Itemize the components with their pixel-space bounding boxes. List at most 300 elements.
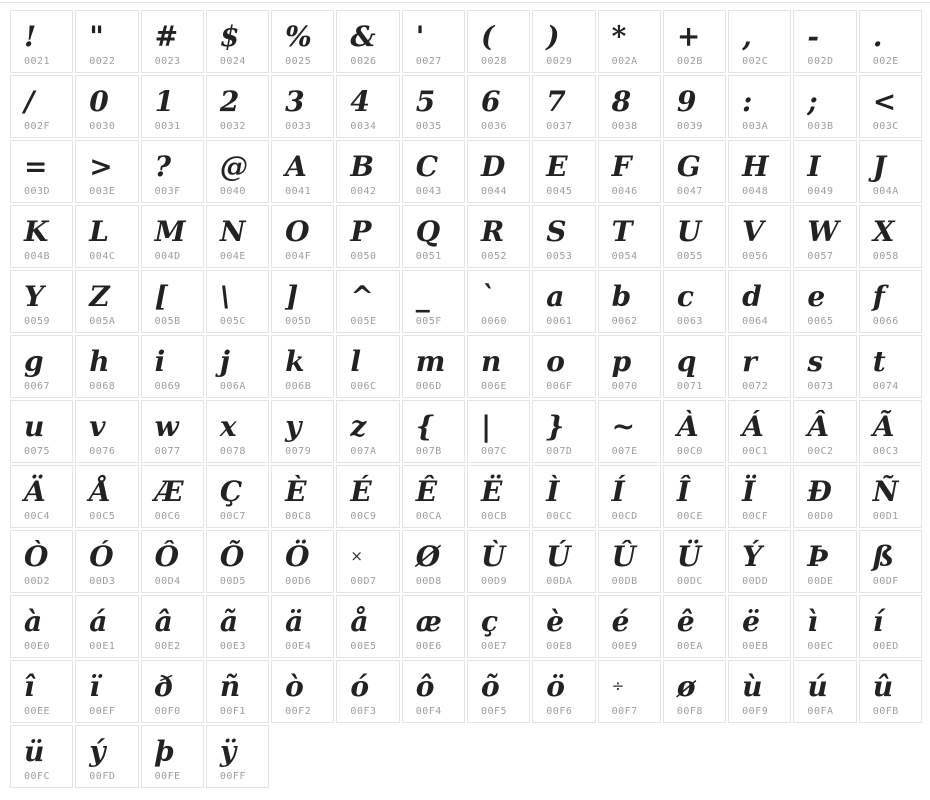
glyph-char: ë	[742, 604, 760, 638]
glyph-char: ÷	[611, 677, 625, 695]
glyph-char: Å	[89, 474, 112, 508]
glyph-char: ø	[676, 669, 696, 703]
glyph-char: ô	[415, 669, 435, 703]
glyph-cell	[532, 270, 595, 333]
glyph-cell	[10, 75, 73, 138]
glyph-code: 00DB	[611, 576, 638, 587]
glyph-char: 2	[219, 84, 240, 118]
glyph-cell	[467, 75, 530, 138]
glyph-code: 00F5	[480, 706, 508, 717]
glyph-char: é	[611, 604, 630, 638]
glyph-cell	[663, 595, 726, 658]
glyph-cell	[75, 335, 138, 398]
glyph-code: 006E	[480, 381, 508, 392]
glyph-char: Ò	[24, 539, 49, 573]
glyph-char: P	[350, 214, 372, 248]
glyph-char: Ï	[742, 474, 756, 508]
glyph-code: 004E	[219, 251, 246, 262]
glyph-cell	[467, 465, 530, 528]
glyph-char: p	[611, 344, 632, 378]
glyph-char: "	[89, 19, 104, 53]
glyph-code: 00F1	[219, 706, 246, 717]
glyph-cell	[663, 140, 726, 203]
glyph-code: 003B	[807, 121, 834, 132]
glyph-code: 00E1	[89, 641, 116, 652]
glyph-char: S	[546, 214, 567, 248]
glyph-code: 004F	[285, 251, 312, 262]
glyph-cell	[728, 75, 791, 138]
glyph-cell	[532, 75, 595, 138]
glyph-char: à	[24, 604, 43, 638]
glyph-code: 0033	[285, 121, 312, 132]
glyph-code: 00E2	[154, 641, 181, 652]
glyph-cell	[793, 75, 856, 138]
glyph-code: 00C9	[350, 511, 377, 522]
glyph-code: 0066	[872, 316, 899, 327]
glyph-char: g	[24, 344, 44, 378]
glyph-char: c	[676, 279, 694, 313]
glyph-cell	[271, 595, 334, 658]
glyph-cell	[402, 270, 465, 333]
glyph-code: 007C	[480, 446, 508, 457]
glyph-code: 0071	[676, 381, 703, 392]
glyph-char: 8	[611, 84, 632, 118]
glyph-code: 0076	[89, 446, 116, 457]
glyph-char: 7	[546, 84, 566, 118]
glyph-char: v	[89, 409, 106, 443]
glyph-code: 00E7	[480, 641, 508, 652]
glyph-char: V	[742, 214, 764, 248]
glyph-code: 0047	[676, 186, 703, 197]
glyph-char: O	[285, 214, 310, 248]
glyph-cell	[271, 140, 334, 203]
glyph-char: ý	[89, 734, 106, 768]
glyph-code: 00C3	[872, 446, 899, 457]
top-divider	[0, 2, 930, 3]
glyph-cell	[663, 335, 726, 398]
glyph-cell	[598, 400, 661, 463]
glyph-code: 00EE	[24, 706, 51, 717]
glyph-code: 0026	[350, 56, 377, 67]
glyph-code: 006B	[285, 381, 312, 392]
glyph-code: 00E9	[611, 641, 638, 652]
glyph-char: Z	[89, 279, 110, 313]
glyph-code: 00FA	[807, 706, 834, 717]
glyph-char: %	[285, 19, 312, 53]
glyph-char: Ã	[872, 409, 895, 443]
glyph-cell	[467, 660, 530, 723]
glyph-cell	[75, 205, 138, 268]
glyph-char: Ö	[285, 539, 310, 573]
glyph-char: Ú	[546, 539, 571, 573]
glyph-char: ü	[24, 734, 45, 768]
glyph-cell	[271, 10, 334, 73]
glyph-cell	[271, 530, 334, 593]
glyph-code: 0064	[742, 316, 769, 327]
glyph-code: 004D	[154, 251, 181, 262]
glyph-cell	[402, 530, 465, 593]
glyph-code: 0078	[219, 446, 246, 457]
glyph-code: 0050	[350, 251, 377, 262]
glyph-cell	[532, 530, 595, 593]
glyph-char: .	[872, 19, 883, 53]
glyph-char: {	[415, 409, 434, 443]
glyph-char: j	[219, 344, 230, 378]
glyph-code: 0055	[676, 251, 703, 262]
glyph-char: Í	[611, 474, 625, 508]
glyph-cell	[728, 400, 791, 463]
glyph-code: 0051	[415, 251, 442, 262]
glyph-char: Ü	[676, 539, 702, 573]
glyph-cell	[75, 75, 138, 138]
glyph-code: 0023	[154, 56, 181, 67]
glyph-cell	[336, 530, 399, 593]
glyph-cell	[141, 660, 204, 723]
glyph-char: n	[480, 344, 502, 378]
glyph-cell	[663, 660, 726, 723]
glyph-char: u	[24, 409, 45, 443]
glyph-char: ,	[742, 19, 752, 53]
glyph-cell	[663, 400, 726, 463]
glyph-code: 0054	[611, 251, 638, 262]
glyph-char: ó	[350, 669, 370, 703]
glyph-cell	[10, 595, 73, 658]
glyph-char: Û	[611, 539, 636, 573]
glyph-code: 00F7	[611, 706, 638, 717]
glyph-cell	[141, 400, 204, 463]
glyph-cell	[206, 75, 269, 138]
glyph-char: C	[415, 149, 438, 183]
glyph-cell	[793, 595, 856, 658]
glyph-code: 0024	[219, 56, 246, 67]
glyph-char: |	[480, 409, 492, 443]
glyph-code: 0074	[872, 381, 899, 392]
glyph-cell	[206, 335, 269, 398]
glyph-cell	[467, 595, 530, 658]
glyph-char: Ç	[219, 474, 243, 508]
glyph-cell	[467, 270, 530, 333]
glyph-cell	[532, 140, 595, 203]
glyph-cell	[336, 140, 399, 203]
glyph-cell	[532, 10, 595, 73]
glyph-char: d	[742, 279, 762, 313]
glyph-cell	[10, 400, 73, 463]
glyph-char: +	[676, 19, 701, 53]
glyph-char: Æ	[154, 474, 184, 508]
glyph-cell	[141, 205, 204, 268]
glyph-cell	[141, 270, 204, 333]
glyph-cell	[859, 140, 922, 203]
glyph-cell	[402, 140, 465, 203]
glyph-char: t	[872, 344, 886, 378]
glyph-code: 0060	[480, 316, 508, 327]
glyph-code: 0079	[285, 446, 312, 457]
glyph-char: L	[89, 214, 109, 248]
glyph-char: À	[676, 409, 699, 443]
glyph-code: 00D2	[24, 576, 51, 587]
glyph-cell	[598, 75, 661, 138]
glyph-code: 0077	[154, 446, 181, 457]
glyph-code: 0022	[89, 56, 116, 67]
glyph-cell	[793, 530, 856, 593]
glyph-char: ï	[89, 669, 100, 703]
glyph-code: 00E4	[285, 641, 312, 652]
glyph-char: B	[350, 149, 375, 183]
glyph-code: 00D5	[219, 576, 246, 587]
glyph-char: Ô	[154, 539, 179, 573]
glyph-code: 0030	[89, 121, 116, 132]
glyph-char: ì	[807, 604, 819, 638]
glyph-char: ã	[219, 604, 238, 638]
glyph-char: ×	[350, 547, 363, 565]
glyph-char: 1	[154, 84, 175, 118]
glyph-cell	[793, 10, 856, 73]
glyph-code: 002F	[24, 121, 51, 132]
glyph-char: ù	[742, 669, 763, 703]
glyph-code: 0073	[807, 381, 834, 392]
glyph-code: 0044	[480, 186, 508, 197]
glyph-char: 0	[89, 84, 109, 118]
glyph-cell	[206, 205, 269, 268]
glyph-cell	[859, 530, 922, 593]
character-map-grid	[10, 10, 922, 788]
glyph-char: æ	[415, 604, 442, 638]
glyph-char: Ø	[415, 539, 441, 573]
glyph-code: 0056	[742, 251, 769, 262]
glyph-char: á	[89, 604, 108, 638]
glyph-cell	[271, 660, 334, 723]
glyph-code: 00C7	[219, 511, 246, 522]
glyph-code: 0070	[611, 381, 638, 392]
glyph-char: E	[546, 149, 568, 183]
glyph-char: K	[24, 214, 49, 248]
glyph-code: 00D6	[285, 576, 312, 587]
glyph-cell	[206, 270, 269, 333]
glyph-cell	[402, 205, 465, 268]
glyph-code: 00CA	[415, 511, 442, 522]
glyph-char: è	[546, 604, 565, 638]
glyph-cell	[402, 660, 465, 723]
glyph-char: Ë	[480, 474, 503, 508]
glyph-cell	[10, 335, 73, 398]
glyph-char: Ñ	[872, 474, 899, 508]
glyph-char: Ì	[546, 474, 560, 508]
glyph-cell	[728, 10, 791, 73]
glyph-char: J	[872, 149, 886, 183]
glyph-code: 005D	[285, 316, 312, 327]
glyph-char: å	[350, 604, 369, 638]
glyph-cell	[206, 725, 269, 788]
glyph-cell	[859, 75, 922, 138]
glyph-code: 0057	[807, 251, 834, 262]
glyph-cell	[728, 530, 791, 593]
glyph-char: É	[350, 474, 372, 508]
glyph-cell	[859, 335, 922, 398]
glyph-cell	[663, 10, 726, 73]
glyph-char: i	[154, 344, 166, 378]
glyph-char: z	[350, 409, 367, 443]
glyph-cell	[859, 400, 922, 463]
glyph-char: k	[285, 344, 305, 378]
glyph-code: 00EF	[89, 706, 116, 717]
glyph-char: M	[154, 214, 186, 248]
glyph-char: ú	[807, 669, 828, 703]
glyph-cell	[75, 140, 138, 203]
glyph-code: 0029	[546, 56, 573, 67]
glyph-code: 004C	[89, 251, 116, 262]
glyph-char: ê	[676, 604, 695, 638]
glyph-char: ä	[285, 604, 304, 638]
glyph-code: 00EA	[676, 641, 703, 652]
glyph-char: Q	[415, 214, 441, 248]
glyph-cell	[467, 140, 530, 203]
glyph-code: 0046	[611, 186, 638, 197]
glyph-code: 005C	[219, 316, 246, 327]
glyph-char: Õ	[219, 539, 245, 573]
glyph-char: Ù	[480, 539, 506, 573]
glyph-cell	[402, 595, 465, 658]
glyph-code: 00D1	[872, 511, 899, 522]
glyph-cell	[402, 400, 465, 463]
glyph-code: 00E6	[415, 641, 442, 652]
glyph-char: 9	[676, 84, 697, 118]
glyph-cell	[141, 335, 204, 398]
glyph-code: 0062	[611, 316, 638, 327]
glyph-code: 003C	[872, 121, 899, 132]
glyph-code: 0043	[415, 186, 442, 197]
glyph-cell	[141, 75, 204, 138]
glyph-cell	[663, 530, 726, 593]
glyph-code: 002E	[872, 56, 899, 67]
glyph-char: [	[154, 279, 168, 313]
glyph-cell	[271, 465, 334, 528]
glyph-char: X	[872, 214, 895, 248]
glyph-code: 0042	[350, 186, 377, 197]
glyph-code: 00DA	[546, 576, 573, 587]
glyph-cell	[598, 140, 661, 203]
glyph-char: e	[807, 279, 826, 313]
glyph-code: 00E0	[24, 641, 51, 652]
glyph-char: 3	[285, 84, 305, 118]
glyph-cell	[663, 270, 726, 333]
glyph-code: 00FF	[219, 771, 246, 782]
glyph-cell	[728, 140, 791, 203]
glyph-cell	[859, 595, 922, 658]
glyph-char: í	[872, 604, 884, 638]
glyph-cell	[598, 530, 661, 593]
glyph-char: ?	[154, 149, 171, 183]
glyph-code: 006C	[350, 381, 377, 392]
glyph-code: 00DF	[872, 576, 899, 587]
glyph-cell	[532, 205, 595, 268]
glyph-code: 0031	[154, 121, 181, 132]
glyph-char: )	[546, 19, 560, 53]
glyph-cell	[859, 205, 922, 268]
glyph-cell	[402, 465, 465, 528]
glyph-code: 00F3	[350, 706, 377, 717]
glyph-code: 00F9	[742, 706, 769, 717]
glyph-cell	[793, 140, 856, 203]
glyph-char: r	[742, 344, 757, 378]
glyph-code: 0067	[24, 381, 51, 392]
glyph-cell	[271, 335, 334, 398]
glyph-cell	[10, 530, 73, 593]
glyph-code: 00CD	[611, 511, 638, 522]
glyph-cell	[141, 725, 204, 788]
glyph-code: 00C0	[676, 446, 703, 457]
glyph-cell	[663, 205, 726, 268]
glyph-cell	[467, 400, 530, 463]
glyph-code: 00F4	[415, 706, 442, 717]
glyph-cell	[10, 10, 73, 73]
glyph-code: 00DE	[807, 576, 834, 587]
glyph-char: ]	[285, 279, 299, 313]
glyph-cell	[793, 205, 856, 268]
glyph-char: `	[480, 279, 495, 313]
glyph-cell	[10, 660, 73, 723]
glyph-cell	[728, 335, 791, 398]
glyph-code: 00EC	[807, 641, 834, 652]
glyph-code: 00D3	[89, 576, 116, 587]
glyph-code: 00FD	[89, 771, 116, 782]
glyph-cell	[206, 140, 269, 203]
glyph-code: 00D0	[807, 511, 834, 522]
glyph-char: ò	[285, 669, 304, 703]
glyph-cell	[206, 465, 269, 528]
glyph-char: &	[350, 19, 376, 53]
glyph-code: 0027	[415, 56, 442, 67]
glyph-cell	[467, 205, 530, 268]
glyph-code: 00ED	[872, 641, 899, 652]
glyph-code: 00FC	[24, 771, 51, 782]
glyph-char: *	[611, 19, 627, 53]
glyph-code: 00D4	[154, 576, 181, 587]
glyph-char: R	[480, 214, 505, 248]
glyph-cell	[10, 465, 73, 528]
glyph-code: 0059	[24, 316, 51, 327]
glyph-char: Ê	[415, 474, 438, 508]
glyph-code: 00FE	[154, 771, 181, 782]
glyph-char: F	[611, 149, 632, 183]
glyph-cell	[598, 595, 661, 658]
glyph-char: H	[742, 149, 769, 183]
glyph-cell	[75, 400, 138, 463]
glyph-char: >	[89, 149, 113, 183]
glyph-code: 00D7	[350, 576, 377, 587]
glyph-code: 0058	[872, 251, 899, 262]
glyph-cell	[467, 530, 530, 593]
glyph-code: 00F8	[676, 706, 703, 717]
glyph-cell	[793, 400, 856, 463]
glyph-cell	[75, 10, 138, 73]
glyph-code: 002A	[611, 56, 638, 67]
glyph-code: 00E8	[546, 641, 573, 652]
glyph-code: 00EB	[742, 641, 769, 652]
glyph-code: 007A	[350, 446, 377, 457]
glyph-cell	[532, 595, 595, 658]
glyph-code: 007B	[415, 446, 442, 457]
glyph-cell	[728, 465, 791, 528]
glyph-char: y	[285, 409, 302, 443]
glyph-char: s	[807, 344, 824, 378]
glyph-cell	[859, 270, 922, 333]
glyph-char: /	[24, 84, 35, 118]
glyph-char: ö	[546, 669, 565, 703]
glyph-code: 00CE	[676, 511, 703, 522]
glyph-cell	[206, 530, 269, 593]
glyph-code: 0061	[546, 316, 573, 327]
glyph-code: 00C4	[24, 511, 51, 522]
